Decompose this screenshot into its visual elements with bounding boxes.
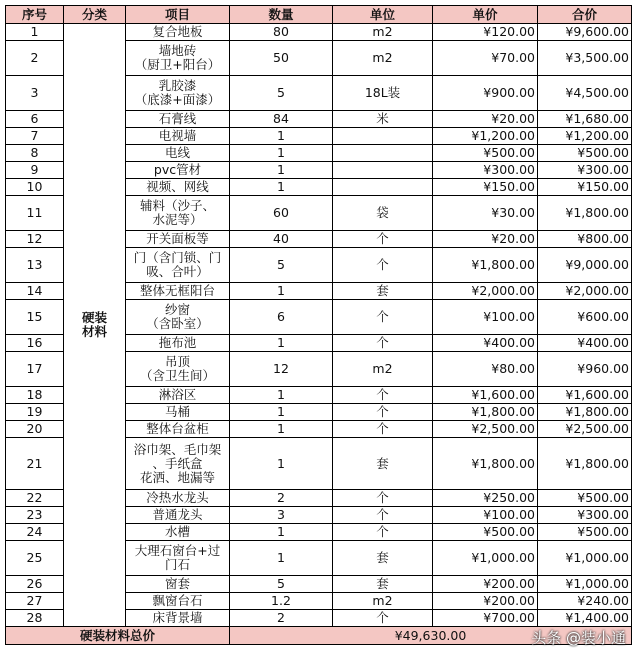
row-seq: 3 — [6, 76, 64, 111]
row-seq: 6 — [6, 111, 64, 128]
row-unit: m2 — [333, 593, 433, 610]
header-quantity: 数量 — [230, 6, 333, 24]
row-quantity: 1 — [230, 128, 333, 145]
row-seq: 27 — [6, 593, 64, 610]
row-unit: 米 — [333, 111, 433, 128]
row-item — [126, 300, 230, 335]
row-quantity: 1 — [230, 283, 333, 300]
row-quantity: 84 — [230, 111, 333, 128]
table-body — [6, 24, 632, 627]
row-item — [126, 352, 230, 387]
row-item — [126, 128, 230, 145]
row-seq: 7 — [6, 128, 64, 145]
row-total: ¥4,500.00 — [538, 76, 632, 111]
item-line: （含卫生间） — [139, 368, 215, 383]
row-total: ¥1,800.00 — [538, 404, 632, 421]
row-unit: 个 — [333, 490, 433, 507]
header-row — [6, 6, 632, 24]
row-seq: 18 — [6, 387, 64, 404]
row-unit — [333, 179, 433, 196]
header-seq: 序号 — [6, 6, 64, 24]
table-header — [6, 6, 632, 24]
row-unit: 18L装 — [333, 76, 433, 111]
row-seq: 23 — [6, 507, 64, 524]
row-unit: 个 — [333, 335, 433, 352]
row-total: ¥400.00 — [538, 335, 632, 352]
row-total: ¥1,000.00 — [538, 541, 632, 576]
row-unit — [333, 162, 433, 179]
row-price: ¥20.00 — [433, 111, 538, 128]
category-label-line: 材料 — [81, 324, 107, 339]
row-unit: 个 — [333, 300, 433, 335]
item-line: 复合地板 — [152, 24, 203, 39]
row-seq: 10 — [6, 179, 64, 196]
row-item — [126, 283, 230, 300]
row-total: ¥1,200.00 — [538, 128, 632, 145]
row-total: ¥300.00 — [538, 507, 632, 524]
row-unit: 套 — [333, 576, 433, 593]
row-item — [126, 610, 230, 627]
row-total: ¥800.00 — [538, 231, 632, 248]
item-line: 床背景墙 — [152, 610, 203, 625]
row-quantity: 80 — [230, 24, 333, 41]
row-quantity: 1 — [230, 179, 333, 196]
item-line: 吊顶 — [164, 354, 190, 369]
item-line: 拖布池 — [158, 335, 197, 350]
row-quantity: 50 — [230, 41, 333, 76]
row-total: ¥500.00 — [538, 145, 632, 162]
row-seq: 20 — [6, 421, 64, 438]
row-price: ¥500.00 — [433, 145, 538, 162]
row-price: ¥900.00 — [433, 76, 538, 111]
row-seq: 24 — [6, 524, 64, 541]
item-line: 整体台盆柜 — [146, 421, 209, 436]
item-line: 电线 — [164, 145, 190, 160]
row-seq: 22 — [6, 490, 64, 507]
item-line: 整体无框阳台 — [139, 283, 215, 298]
row-seq: 11 — [6, 196, 64, 231]
row-quantity: 5 — [230, 248, 333, 283]
row-total: ¥600.00 — [538, 300, 632, 335]
row-item — [126, 24, 230, 41]
row-price: ¥1,000.00 — [433, 541, 538, 576]
row-item — [126, 507, 230, 524]
row-seq: 17 — [6, 352, 64, 387]
item-line: 开关面板等 — [146, 231, 209, 246]
row-quantity: 1 — [230, 541, 333, 576]
row-item — [126, 438, 230, 490]
row-total: ¥500.00 — [538, 490, 632, 507]
grand-total-value: ¥49,630.00 — [230, 627, 632, 645]
category-cell — [64, 24, 126, 627]
item-line: 普通龙头 — [152, 507, 203, 522]
row-quantity: 1 — [230, 145, 333, 162]
row-item — [126, 576, 230, 593]
row-unit: 个 — [333, 231, 433, 248]
row-total: ¥2,000.00 — [538, 283, 632, 300]
row-total: ¥9,000.00 — [538, 248, 632, 283]
item-line: （厨卫+阳台） — [134, 57, 221, 72]
row-unit — [333, 128, 433, 145]
row-price: ¥200.00 — [433, 593, 538, 610]
row-total: ¥1,680.00 — [538, 111, 632, 128]
header-item: 项目 — [126, 6, 230, 24]
item-line: pvc管材 — [153, 162, 202, 177]
row-quantity: 60 — [230, 196, 333, 231]
item-line: 石膏线 — [158, 111, 197, 126]
row-item — [126, 76, 230, 111]
category-label-line: 硬装 — [81, 310, 107, 325]
row-price: ¥1,200.00 — [433, 128, 538, 145]
row-unit: 袋 — [333, 196, 433, 231]
row-price: ¥30.00 — [433, 196, 538, 231]
item-line: 水泥等） — [152, 212, 203, 227]
item-line: 大理石窗台+过 — [134, 543, 221, 558]
header-category: 分类 — [64, 6, 126, 24]
table-row — [6, 24, 632, 41]
item-line: 飘窗台石 — [152, 593, 203, 608]
item-line: 花洒、地漏等 — [139, 469, 215, 485]
row-seq: 28 — [6, 610, 64, 627]
row-total: ¥300.00 — [538, 162, 632, 179]
row-item — [126, 541, 230, 576]
row-quantity: 2 — [230, 610, 333, 627]
watermark: 头条 @装小通 — [531, 629, 626, 647]
row-quantity: 5 — [230, 76, 333, 111]
row-seq: 15 — [6, 300, 64, 335]
item-line: 门石 — [164, 557, 190, 572]
row-price: ¥500.00 — [433, 524, 538, 541]
row-seq: 21 — [6, 438, 64, 490]
item-line: 窗套 — [164, 576, 190, 591]
row-item — [126, 111, 230, 128]
row-item — [126, 162, 230, 179]
row-item — [126, 387, 230, 404]
row-total: ¥3,500.00 — [538, 41, 632, 76]
row-unit: m2 — [333, 24, 433, 41]
row-quantity: 3 — [230, 507, 333, 524]
row-unit: 个 — [333, 610, 433, 627]
row-unit: 个 — [333, 404, 433, 421]
row-total: ¥1,800.00 — [538, 438, 632, 490]
item-line: 冷热水龙头 — [146, 490, 209, 505]
row-total: ¥1,000.00 — [538, 576, 632, 593]
item-line: 电视墙 — [158, 128, 197, 143]
row-price: ¥400.00 — [433, 335, 538, 352]
row-item — [126, 145, 230, 162]
row-item — [126, 41, 230, 76]
row-seq: 9 — [6, 162, 64, 179]
row-price: ¥300.00 — [433, 162, 538, 179]
row-quantity: 1 — [230, 438, 333, 490]
row-unit: 套 — [333, 283, 433, 300]
row-quantity: 1.2 — [230, 593, 333, 610]
row-quantity: 1 — [230, 335, 333, 352]
row-price: ¥1,600.00 — [433, 387, 538, 404]
row-price: ¥80.00 — [433, 352, 538, 387]
row-price: ¥1,800.00 — [433, 438, 538, 490]
item-line: 淋浴区 — [158, 387, 197, 402]
row-price: ¥700.00 — [433, 610, 538, 627]
row-price: ¥100.00 — [433, 507, 538, 524]
row-seq: 12 — [6, 231, 64, 248]
row-quantity: 6 — [230, 300, 333, 335]
row-item — [126, 196, 230, 231]
row-seq: 25 — [6, 541, 64, 576]
row-item — [126, 335, 230, 352]
row-item — [126, 593, 230, 610]
row-quantity: 1 — [230, 421, 333, 438]
row-quantity: 1 — [230, 162, 333, 179]
row-seq: 16 — [6, 335, 64, 352]
row-quantity: 5 — [230, 576, 333, 593]
row-unit: 个 — [333, 524, 433, 541]
row-item — [126, 231, 230, 248]
row-total: ¥500.00 — [538, 524, 632, 541]
row-price: ¥2,000.00 — [433, 283, 538, 300]
row-quantity: 40 — [230, 231, 333, 248]
item-line: 乳胶漆 — [158, 78, 197, 93]
row-item — [126, 248, 230, 283]
row-unit: 个 — [333, 387, 433, 404]
row-unit: 个 — [333, 248, 433, 283]
row-unit — [333, 145, 433, 162]
row-seq: 13 — [6, 248, 64, 283]
row-price: ¥150.00 — [433, 179, 538, 196]
row-price: ¥100.00 — [433, 300, 538, 335]
row-item — [126, 179, 230, 196]
row-total: ¥960.00 — [538, 352, 632, 387]
row-price: ¥1,800.00 — [433, 404, 538, 421]
row-price: ¥20.00 — [433, 231, 538, 248]
item-line: 视频、网线 — [146, 179, 209, 194]
row-quantity: 1 — [230, 404, 333, 421]
row-unit: 套 — [333, 438, 433, 490]
row-quantity: 1 — [230, 387, 333, 404]
row-total: ¥150.00 — [538, 179, 632, 196]
row-seq: 19 — [6, 404, 64, 421]
row-total: ¥1,400.00 — [538, 610, 632, 627]
row-quantity: 1 — [230, 524, 333, 541]
grand-total-label: 硬装材料总价 — [6, 627, 230, 645]
row-total: ¥1,600.00 — [538, 387, 632, 404]
row-price: ¥120.00 — [433, 24, 538, 41]
row-total: ¥1,800.00 — [538, 196, 632, 231]
header-unit: 单位 — [333, 6, 433, 24]
row-total: ¥2,500.00 — [538, 421, 632, 438]
row-item — [126, 421, 230, 438]
row-total: ¥9,600.00 — [538, 24, 632, 41]
row-item — [126, 524, 230, 541]
row-unit: m2 — [333, 352, 433, 387]
item-line: 墙地砖 — [158, 43, 197, 58]
row-seq: 1 — [6, 24, 64, 41]
item-line: （底漆+面漆） — [134, 92, 221, 107]
header-price: 单价 — [433, 6, 538, 24]
item-line: 吸、合叶） — [146, 264, 209, 279]
item-line: 辅料（沙子、 — [139, 198, 215, 213]
item-line: 马桶 — [164, 404, 190, 419]
row-quantity: 2 — [230, 490, 333, 507]
item-line: 浴巾架、毛巾架 — [133, 441, 222, 457]
row-unit: 个 — [333, 421, 433, 438]
item-line: 水槽 — [164, 524, 190, 539]
materials-cost-table — [5, 5, 632, 645]
row-item — [126, 404, 230, 421]
header-total: 合价 — [538, 6, 632, 24]
row-total: ¥240.00 — [538, 593, 632, 610]
row-quantity: 12 — [230, 352, 333, 387]
item-line: 、手纸盒 — [152, 455, 203, 471]
row-price: ¥1,800.00 — [433, 248, 538, 283]
row-seq: 14 — [6, 283, 64, 300]
item-line: 纱窗 — [164, 302, 190, 317]
row-item — [126, 490, 230, 507]
row-seq: 26 — [6, 576, 64, 593]
row-seq: 2 — [6, 41, 64, 76]
item-line: 门（含门锁、门 — [133, 250, 222, 265]
row-price: ¥70.00 — [433, 41, 538, 76]
item-line: （含卧室） — [146, 316, 209, 331]
row-unit: 个 — [333, 507, 433, 524]
row-unit: 套 — [333, 541, 433, 576]
row-price: ¥250.00 — [433, 490, 538, 507]
row-price: ¥2,500.00 — [433, 421, 538, 438]
row-price: ¥200.00 — [433, 576, 538, 593]
row-unit: m2 — [333, 41, 433, 76]
row-seq: 8 — [6, 145, 64, 162]
